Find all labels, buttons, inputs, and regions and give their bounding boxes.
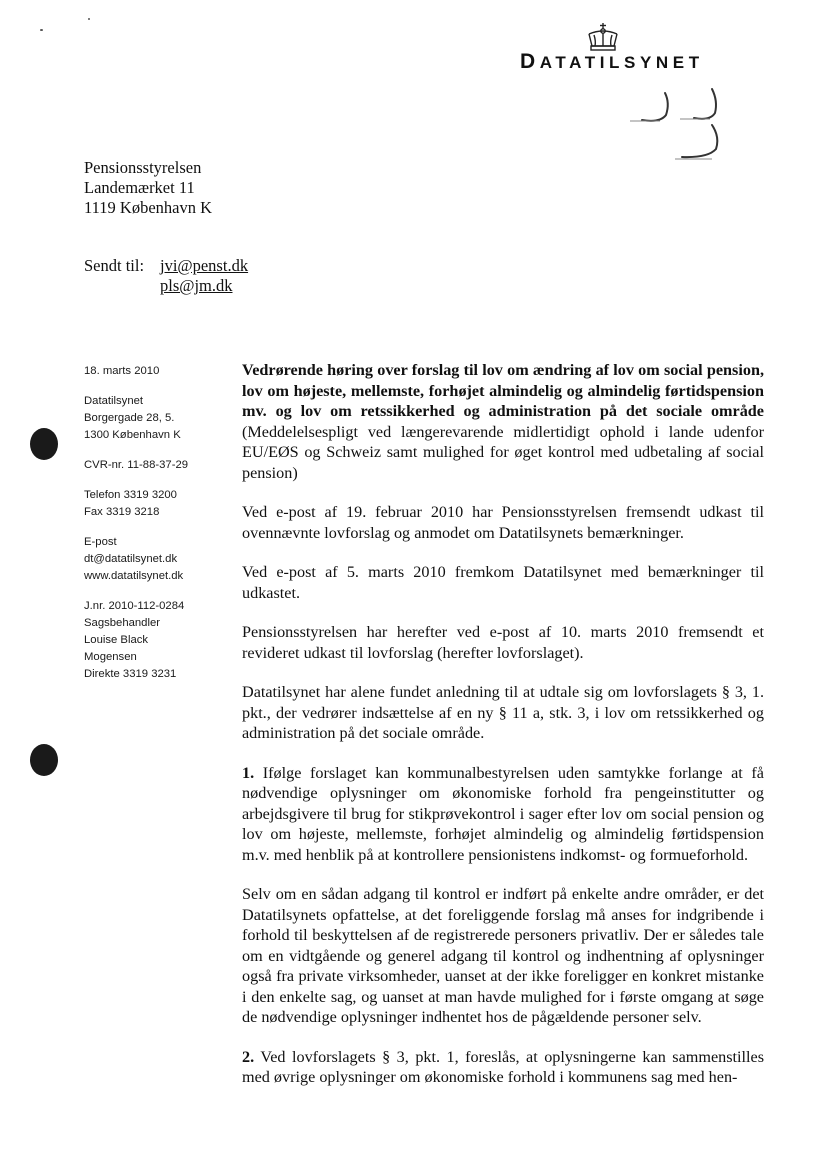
email-label: E-post (84, 536, 117, 548)
paragraph-text: Ifølge forslaget kan kommunalbestyrelsen uden samtykke forlange at få nødvendige oplysninger om økonomiske forhold fra pengeinstitutter og arbejdsgivere til brug for stikprøvekontrol i sager efter lov om social pension og lov om højeste, mellemste, forhøjet almindelig og almindelig førtidspension m.v. med henblik på at kontrollere pensionistens indkomst- og formueforhold. (242, 763, 764, 864)
email-link[interactable]: pls@jm.dk (160, 276, 233, 295)
paragraph-text: Ved lovforslagets § 3, pkt. 1, foreslås, at oplysningerne kan sammenstilles med øvrige oplysninger om økonomiske forhold i kommunens sag med hen- (242, 1047, 764, 1086)
paragraph: Datatilsynet har alene fundet anledning til at udtale sig om lovforslagets § 3, 1. pkt., der vedrører indsættelse af en ny § 11 a, stk. 3, i lov om retssikkerhed og administration på det sociale område. (242, 683, 764, 742)
case-number: J.nr. 2010-112-0284 (84, 600, 185, 612)
sent-to-emails (160, 256, 248, 296)
handler-label: Sagsbehandler (84, 617, 161, 629)
cvr-number: CVR-nr. 11-88-37-29 (84, 459, 189, 471)
scan-speck (40, 29, 43, 31)
email-link[interactable]: jvi@penst.dk (160, 256, 249, 275)
paragraph: Pensionsstyrelsen har herefter ved e-post af 10. marts 2010 fremsendt et revideret udkast til lovforslag (herefter lovforslaget). (242, 623, 764, 662)
recipient-city: 1119 København K (84, 198, 213, 217)
brand-initial: D (520, 50, 540, 73)
sender-website[interactable]: www.datatilsynet.dk (84, 570, 184, 582)
scan-speck (88, 18, 90, 20)
crown-logo-icon (584, 22, 622, 52)
phone: Telefon 3319 3200 (84, 489, 177, 501)
numbered-paragraph (242, 1047, 764, 1088)
recipient-name: Pensionsstyrelsen (84, 158, 202, 177)
paragraph: Ved e-post af 5. marts 2010 fremkom Datatilsynet med bemærkninger til udkastet. (242, 563, 764, 602)
sender-org: Datatilsynet (84, 395, 144, 407)
sender-street: Borgergade 28, 5. (84, 412, 175, 424)
fax: Fax 3319 3218 (84, 506, 160, 518)
handwritten-marks (620, 85, 750, 170)
numbered-paragraph (242, 763, 764, 866)
sender-city: 1300 København K (84, 429, 181, 441)
sender-email[interactable]: dt@datatilsynet.dk (84, 553, 178, 565)
letter-date: 18. marts 2010 (84, 365, 160, 377)
brand-wordmark (520, 50, 760, 74)
direct-phone: Direkte 3319 3231 (84, 668, 177, 680)
recipient-address (84, 158, 212, 218)
subject-normal: (Meddelelsespligt ved længerevarende midlertidigt ophold i lande udenfor EU/EØS og Schweiz samt mulighed for øget kontrol med udbetaling af social pension) (242, 422, 764, 482)
sent-to-label: Sendt til: (84, 256, 145, 275)
paragraph: Ved e-post af 19. februar 2010 har Pensionsstyrelsen fremsendt udkast til ovennævnte lovforslag og anmodet om Datatilsynets bemærkninger. (242, 503, 764, 542)
punch-hole (30, 744, 58, 776)
paragraph: Selv om en sådan adgang til kontrol er indført på enkelte andre områder, er det Datatilsynets opfattelse, at det foreliggende forslag må anses for indgribende i forhold til beskyttelsen af de registrerede personers privatliv. Der er således tale om en vidtgående og generel adgang til kontrol og indhentning af oplysninger også fra private virksomheder, uanset at der ikke foreligger en konkret mistanke i den enkelte sag, og uanset at man havde mulighed for i første omgang at søge de nødvendige oplysninger indhentet hos de pågældende personer selv. (242, 885, 764, 1026)
handler-name: Mogensen (84, 651, 137, 663)
punch-hole (30, 428, 58, 460)
subject-bold: Vedrørende høring over forslag til lov om ændring af lov om social pension, lov om højeste, mellemste, forhøjet almindelig og almindelig førtidspension mv. og lov om retssikkerhed og administration på det sociale område (242, 361, 764, 420)
brand-rest: ATATILSYNET (539, 53, 704, 72)
handler-name: Louise Black (84, 634, 149, 646)
paragraph-number: 2. (242, 1047, 255, 1066)
recipient-street: Landemærket 11 (84, 178, 195, 197)
letter-body (242, 360, 764, 1107)
subject-paragraph (242, 360, 764, 483)
sender-sidebar (84, 363, 224, 683)
paragraph-number: 1. (242, 763, 255, 782)
